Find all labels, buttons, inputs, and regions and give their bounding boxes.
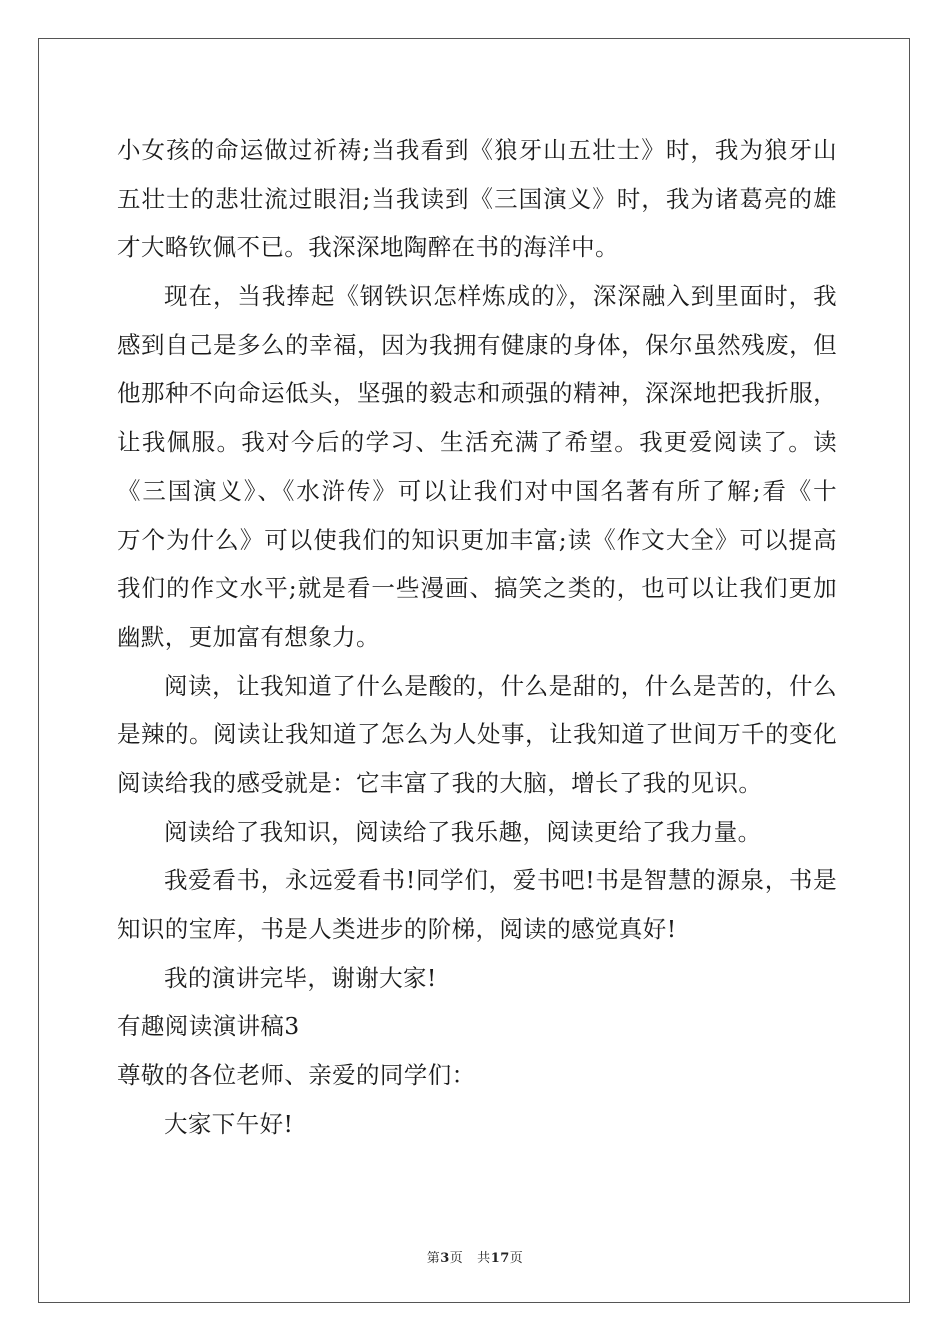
text-line: 阅读给了我知识，阅读给了我乐趣，阅读更给了我力量。 (164, 817, 762, 846)
text-line: 是辣的。阅读让我知道了怎么为人处事，让我知道了世间万千的变化 (117, 720, 837, 749)
total-pages: 17 (490, 1251, 510, 1266)
text-line: 我的演讲完毕，谢谢大家! (164, 963, 437, 992)
text-line: 现在，当我捧起《钢铁识怎样炼成的》，深深融入到里面时，我 (164, 282, 837, 311)
text-line: 《三国演义》、《水浒传》可以让我们对中国名著有所了解;看《十 (117, 476, 837, 505)
text-line: 我爱看书，永远爱看书!同学们，爱书吧!书是智慧的源泉，书是 (164, 866, 837, 895)
text-line: 知识的宝库，书是人类进步的阶梯，阅读的感觉真好! (117, 915, 677, 943)
page-number: 3 (440, 1251, 450, 1266)
document-body (117, 126, 837, 1148)
text-line: 他那种不向命运低头，坚强的毅志和顽强的精神，深深地把我折服， (117, 379, 837, 408)
text-line: 感到自己是多么的幸福，因为我拥有健康的身体，保尔虽然残废，但 (117, 330, 837, 359)
page-suffix: 页 (449, 1251, 464, 1266)
text-line: 尊敬的各位老师、亲爱的同学们： (117, 1061, 476, 1090)
text-line: 有趣阅读演讲稿3 (117, 1012, 300, 1041)
page-prefix: 第 (426, 1251, 441, 1266)
total-suffix: 页 (509, 1251, 524, 1266)
text-line: 万个为什么》可以使我们的知识更加丰富;读《作文大全》可以提高 (117, 525, 837, 554)
text-line: 阅读给我的感受就是：它丰富了我的大脑，增长了我的见识。 (117, 768, 763, 797)
text-line: 才大略钦佩不已。我深深地陶醉在书的海洋中。 (117, 233, 619, 262)
text-line: 小女孩的命运做过祈祷;当我看到《狼牙山五壮士》时，我为狼牙山 (117, 136, 837, 164)
page-footer (0, 1247, 950, 1266)
text-line: 幽默，更加富有想象力。 (117, 622, 380, 651)
text-line: 让我佩服。我对今后的学习、生活充满了希望。我更爱阅读了。读 (117, 428, 837, 457)
text-line: 我们的作文水平;就是看一些漫画、搞笑之类的，也可以让我们更加 (117, 574, 837, 603)
text-line: 五壮士的悲壮流过眼泪;当我读到《三国演义》时，我为诸葛亮的雄 (117, 184, 837, 213)
text-line: 阅读，让我知道了什么是酸的，什么是甜的，什么是苦的，什么 (164, 671, 837, 700)
total-prefix: 共 (477, 1251, 491, 1266)
text-line: 大家下午好! (164, 1109, 294, 1138)
